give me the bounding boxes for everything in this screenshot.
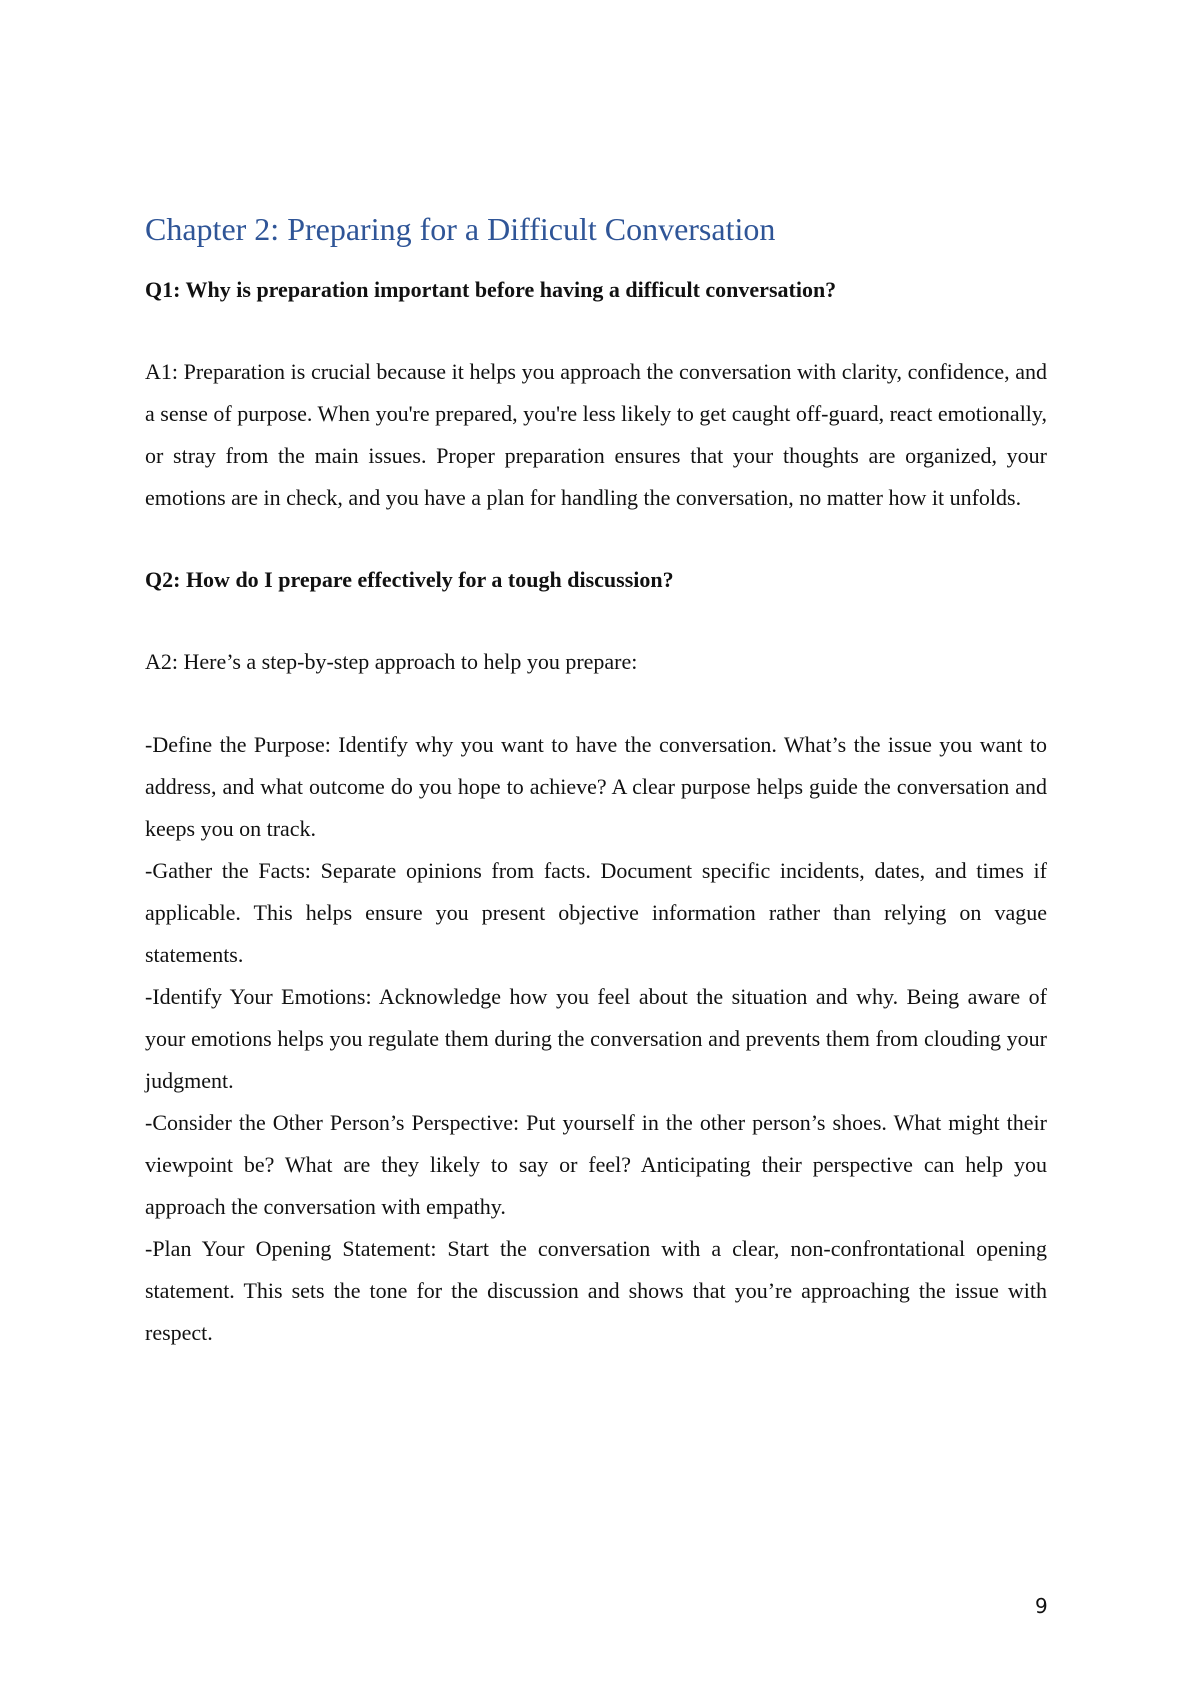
step-identify-emotions: -Identify Your Emotions: Acknowledge how you feel about the situation and why. Being aware of your emotions helps you regulate them during the conversation and prevents them from clouding your judgment. [145,984,1047,1093]
step-define-purpose: -Define the Purpose: Identify why you want to have the conversation. What’s the issue you want to address, and what outcome do you hope to achieve? A clear purpose helps guide the conversation and keeps you on track. [145,732,1047,841]
chapter-title: Chapter 2: Preparing for a Difficult Conversation [145,211,776,247]
page-content [145,205,1047,1354]
step-opening-statement: -Plan Your Opening Statement: Start the conversation with a clear, non-confrontational opening statement. This sets the tone for the discussion and shows that you’re approaching the issue with respect. [145,1236,1047,1345]
question-1: Q1: Why is preparation important before having a difficult conversation? [145,277,837,302]
question-2: Q2: How do I prepare effectively for a tough discussion? [145,567,674,592]
step-gather-facts: -Gather the Facts: Separate opinions from facts. Document specific incidents, dates, and times if applicable. This helps ensure you present objective information rather than relying on vague statements. [145,858,1047,967]
answer-2-intro: A2: Here’s a step-by-step approach to help you prepare: [145,649,638,674]
preparation-steps-list [145,724,1047,1354]
answer-1: A1: Preparation is crucial because it helps you approach the conversation with clarity, confidence, and a sense of purpose. When you're prepared, you're less likely to get caught off-guard, react emotionally, or stray from the main issues. Proper preparation ensures that your thoughts are organized, your emotions are in check, and you have a plan for handling the conversation, no matter how it unfolds. [145,359,1047,510]
step-other-perspective: -Consider the Other Person’s Perspective: Put yourself in the other person’s shoes. What might their viewpoint be? What are they likely to say or feel? Anticipating their perspective can help you approach the conversation with empathy. [145,1110,1047,1219]
page-number: 9 [1035,1594,1048,1618]
